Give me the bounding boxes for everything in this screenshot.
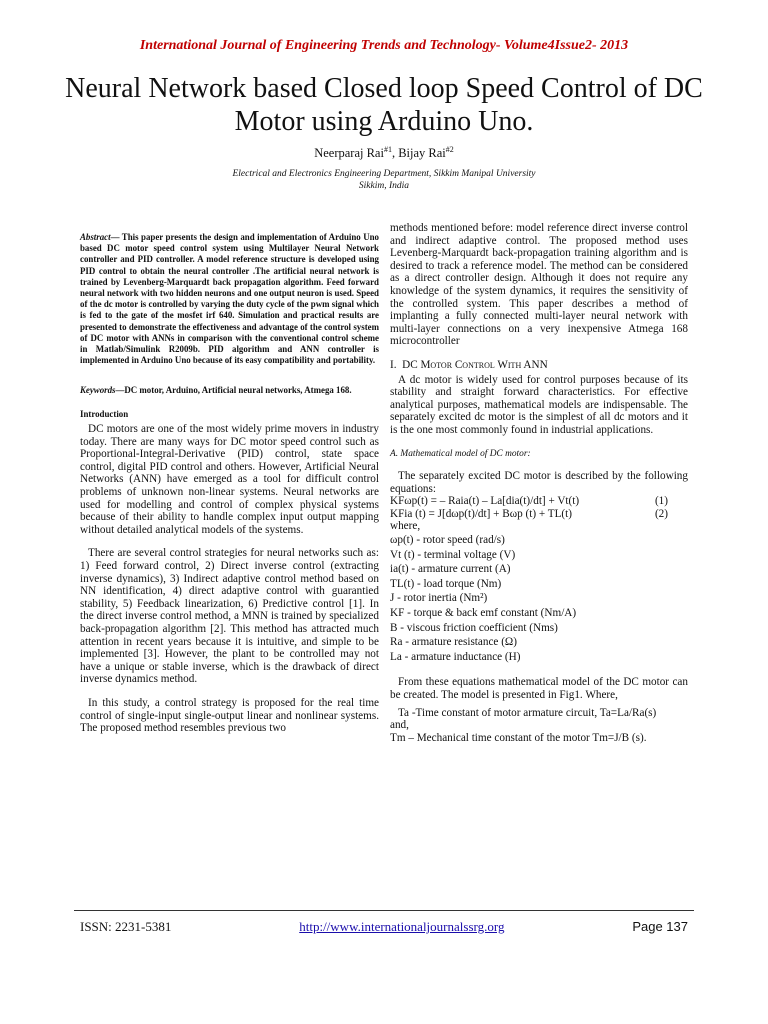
affiliation: [0, 168, 768, 192]
section-heading: [390, 359, 688, 372]
abstract: [80, 232, 379, 366]
ta-definition: Ta -Time constant of motor armature circuit, Ta=La/Ra(s): [398, 706, 657, 719]
affiliation-line-1: Electrical and Electronics Engineering Department, Sikkim Manipal University: [232, 169, 536, 179]
intro-paragraph-2: There are several control strategies for neural networks such as: 1) Feed forward control, 2) Direct inverse control (extracting inverse dynamics), 3) Indirect adaptive control method based on NN identification, 4) direct adaptive control with guarantied stability, 5) Feedback linearization, 6) Predictive control [1]. In the direct inverse control method, a MNN is trained by specialized back-propagation algorithm [2]. This method has attracted much attention in recent years because it is intuitive, and simple to be implemented [3]. However, the plant to be controlled may not have a unique or stable inverse, which is the drawback of direct inverse dynamics method.: [80, 547, 379, 686]
model-paragraph: From these equations mathematical model of the DC motor can be created. The model is presented in Fig1. Where,: [390, 676, 688, 701]
introduction-heading: Introduction: [80, 409, 129, 420]
author-1: Neerparaj Rai: [314, 146, 384, 161]
author-2: , Bijay Rai: [391, 146, 446, 161]
variable-item: Ra - armature resistance (Ω): [390, 636, 517, 649]
section-title: DC Motor Control With ANN: [402, 358, 548, 371]
section-number: I.: [390, 358, 397, 371]
where-label: where,: [390, 520, 421, 533]
subsection-heading: A. Mathematical model of DC motor:: [390, 448, 531, 459]
intro-paragraph-1: DC motors are one of the most widely prime movers in industry today. There are many ways for DC motor speed control such as Proportional-Integral-Derivative (PID) control, state space control, digital PID control and others. However, Artificial Neural Networks (ANN) have emerged as a tool for difficult control problems of unknown non-linear systems. Neural networks are used for modelling and control of complex physical systems because of their ability to handle complex input output mapping without detailed analytical models of the systems.: [80, 423, 379, 536]
variable-item: B - viscous friction coefficient (Nms): [390, 621, 558, 634]
variable-item: TL(t) - load torque (Nm): [390, 577, 502, 590]
journal-header: International Journal of Engineering Trends and Technology- Volume4Issue2- 2013: [139, 38, 629, 53]
and-label: and,: [390, 719, 409, 732]
variable-item: ωp(t) - rotor speed (rad/s): [390, 534, 505, 547]
left-column: [80, 232, 379, 746]
continuation-paragraph: methods mentioned before: model reference direct inverse control and indirect adaptive control. The proposed method uses Levenberg-Marquardt back-propagation training algorithm and is desired to track a reference model. The method can be considered as a direct controller design. Although it does not require any knowledge of the system dynamics, it requires the sensitivity of the controlled system. This paper describes a method of implanting a fully connected multi-layer neural network with multi-layer connections on a very inexpensive Atmega 168 microcontroller: [390, 222, 688, 348]
equation-2-text: KFia (t) = J[dωp(t)/dt] + Bωp (t) + TL(t): [390, 507, 572, 520]
variable-item: ia(t) - armature current (A): [390, 563, 511, 576]
right-column: [390, 222, 688, 744]
abstract-lead: Abstract: [80, 232, 111, 242]
intro-paragraph-3: In this study, a control strategy is proposed for the real time control of single-input single-output linear and nonlinear systems. The proposed method resembles previous two: [80, 696, 379, 735]
keywords: [80, 384, 379, 397]
paper-title: Neural Network based Closed loop Speed Control of DC Motor using Arduino Uno.: [65, 73, 703, 137]
issn: ISSN: 2231-5381: [80, 919, 172, 934]
equation-2: [390, 508, 688, 521]
equation-1-number: (1): [654, 495, 668, 508]
author-1-mark: #1: [383, 145, 392, 154]
model-intro: The separately excited DC motor is described by the following equations:: [390, 470, 688, 495]
abstract-body: — This paper presents the design and implementation of Arduino Uno based DC motor speed control system using Multilayer Neural Network controller and PID controller. A model reference structure is developed using PID control to obtain the neural controller .The artificial neural network is trained by Levenberg-Marquardt back propagation algorithm. Feed forward neural network with two hidden neurons and one output neuron is used. Speed of the dc motor is controlled by varying the duty cycle of the pwm signal which is fed to the gate of the mosfet irf 640. Simulation and practical results are presented to demonstrate the effectiveness and advantage of the control system of DC motor with ANNs in comparison with the conventional control scheme in Matlab/Simulink R2009b. PID algorithm and ANN controller is implemented in Arduino Uno because of its easy compatibility and portability.: [80, 232, 379, 366]
footer-divider: [74, 910, 694, 911]
journal-website-link[interactable]: http://www.internationaljournalssrg.org: [299, 919, 505, 934]
equation-1-text: KFωp(t) = – Raia(t) – La[dia(t)/dt] + Vt(t): [390, 495, 580, 508]
equation-2-number: (2): [654, 507, 668, 520]
equation-1: [390, 495, 688, 508]
variable-item: Vt (t) - terminal voltage (V): [390, 548, 516, 561]
page-footer: [80, 919, 688, 935]
keywords-body: —DC motor, Arduino, Artificial neural networks, Atmega 168.: [115, 385, 352, 396]
page-number: Page 137: [632, 919, 688, 934]
affiliation-line-2: Sikkim, India: [358, 181, 410, 191]
section-paragraph: A dc motor is widely used for control purposes because of its stability and straight forward characteristics. For effective analytical purposes, mathematical models are indispensable. The separately excited dc motor is the simplest of all dc motors and it is the one most commonly found in industrial applications.: [390, 373, 688, 436]
keywords-lead: Keywords: [80, 385, 116, 396]
variable-item: La - armature inductance (H): [390, 650, 521, 663]
variable-item: J - rotor inertia (Nm²): [390, 592, 488, 605]
variable-list: [390, 533, 688, 664]
author-2-mark: #2: [445, 145, 454, 154]
variable-item: KF - torque & back emf constant (Nm/A): [390, 607, 577, 620]
authors: [0, 145, 768, 161]
tm-definition: Tm – Mechanical time constant of the motor Tm=J/B (s).: [390, 731, 647, 744]
